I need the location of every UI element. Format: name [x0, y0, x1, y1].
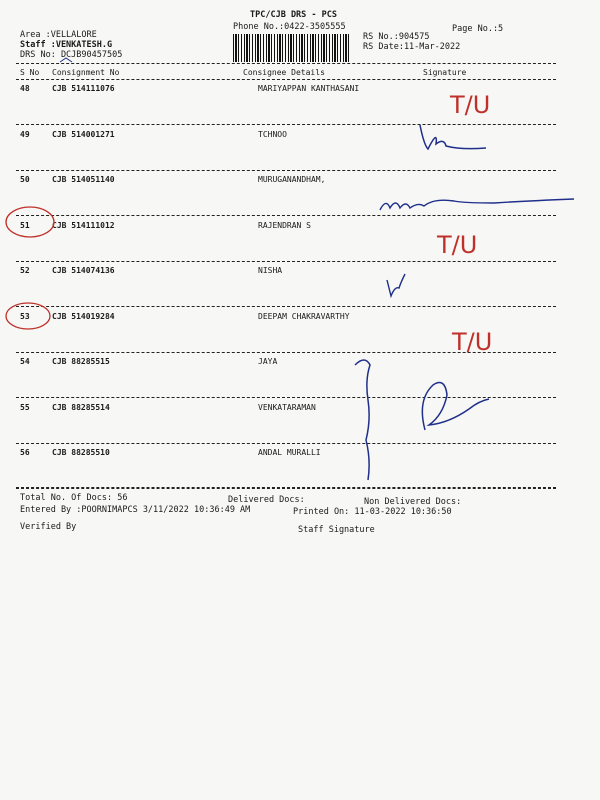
area-label: Area :VELLALORE [20, 30, 97, 40]
row-consignee-name: MARIYAPPAN KANTHASANI [258, 84, 360, 93]
row-serial-number: 53 [20, 311, 30, 321]
tu-mark-48: T/U [450, 91, 491, 119]
printed-on: Printed On: 11-03-2022 10:36:50 [293, 507, 452, 517]
entered-by: Entered By :POORNIMAPCS 3/11/2022 10:36:49 AM [20, 505, 251, 515]
column-header-signature: Signature [423, 68, 467, 77]
rs-number: RS No.:904575 [363, 32, 430, 42]
row-consignee-name: TCHNOO [258, 129, 287, 139]
row-consignee-name: ANDAL MURALLI [258, 448, 321, 457]
row-serial-number: 50 [20, 175, 30, 184]
pen-mark [60, 58, 72, 62]
row-consignment-number: CJB 514111012 [52, 220, 115, 230]
non-delivered-docs: Non Delivered Docs: [364, 497, 462, 507]
row-consignee-name: VENKATARAMAN [258, 402, 316, 412]
row-consignment-number: CJB 514019284 [52, 311, 115, 321]
document-title: TPC/CJB DRS - PCS [250, 10, 337, 20]
total-docs: Total No. Of Docs: 56 [20, 493, 128, 503]
row-serial-number: 54 [20, 357, 30, 366]
staff-signature-label: Staff Signature [298, 525, 375, 535]
tu-mark-51: T/U [437, 231, 478, 259]
row-consignment-number: CJB 514001271 [52, 129, 115, 139]
rs-date: RS Date:11-Mar-2022 [363, 42, 461, 52]
signature-50 [380, 199, 574, 210]
row-consignee-name: JAYA [258, 357, 278, 366]
signature-52 [387, 274, 405, 296]
row-serial-number: 49 [20, 129, 30, 139]
delivered-docs: Delivered Docs: [228, 495, 305, 505]
phone-number: Phone No.:0422-3505555 [233, 22, 346, 32]
drs-number: DRS No: DCJB90457505 [20, 50, 123, 60]
row-consignee-name: DEEPAM CHAKRAVARTHY [258, 311, 350, 321]
page-number: Page No.:5 [452, 24, 504, 34]
circle-mark-53 [6, 303, 50, 329]
column-header-consignment: Consignment No [52, 68, 120, 77]
signature-49 [420, 125, 486, 149]
row-consignee-name: NISHA [258, 266, 283, 275]
row-consignment-number: CJB 514074136 [52, 266, 115, 275]
row-consignment-number: CJB 88285510 [52, 448, 110, 457]
row-serial-number: 52 [20, 266, 30, 275]
row-consignee-name: MURUGANANDHAM, [258, 175, 326, 184]
signature-bracket [355, 360, 370, 480]
row-consignment-number: CJB 514111076 [52, 84, 115, 93]
verified-by: Verified By [20, 522, 77, 532]
row-serial-number: 56 [20, 448, 30, 457]
row-serial-number: 55 [20, 402, 30, 412]
row-serial-number: 48 [20, 84, 30, 93]
row-consignment-number: CJB 88285515 [52, 357, 110, 366]
row-consignment-number: CJB 88285514 [52, 402, 110, 412]
staff-label: Staff :VENKATESH.G [20, 40, 113, 50]
row-serial-number: 51 [20, 220, 30, 230]
row-consignee-name: RAJENDRAN S [258, 220, 311, 230]
signature-54-56 [422, 383, 489, 430]
column-header-sno: S No [20, 68, 40, 77]
row-consignment-number: CJB 514051140 [52, 175, 115, 184]
circle-mark-51 [6, 207, 54, 237]
column-header-consignee: Consignee Details [243, 68, 325, 77]
tu-mark-53: T/U [452, 328, 493, 356]
